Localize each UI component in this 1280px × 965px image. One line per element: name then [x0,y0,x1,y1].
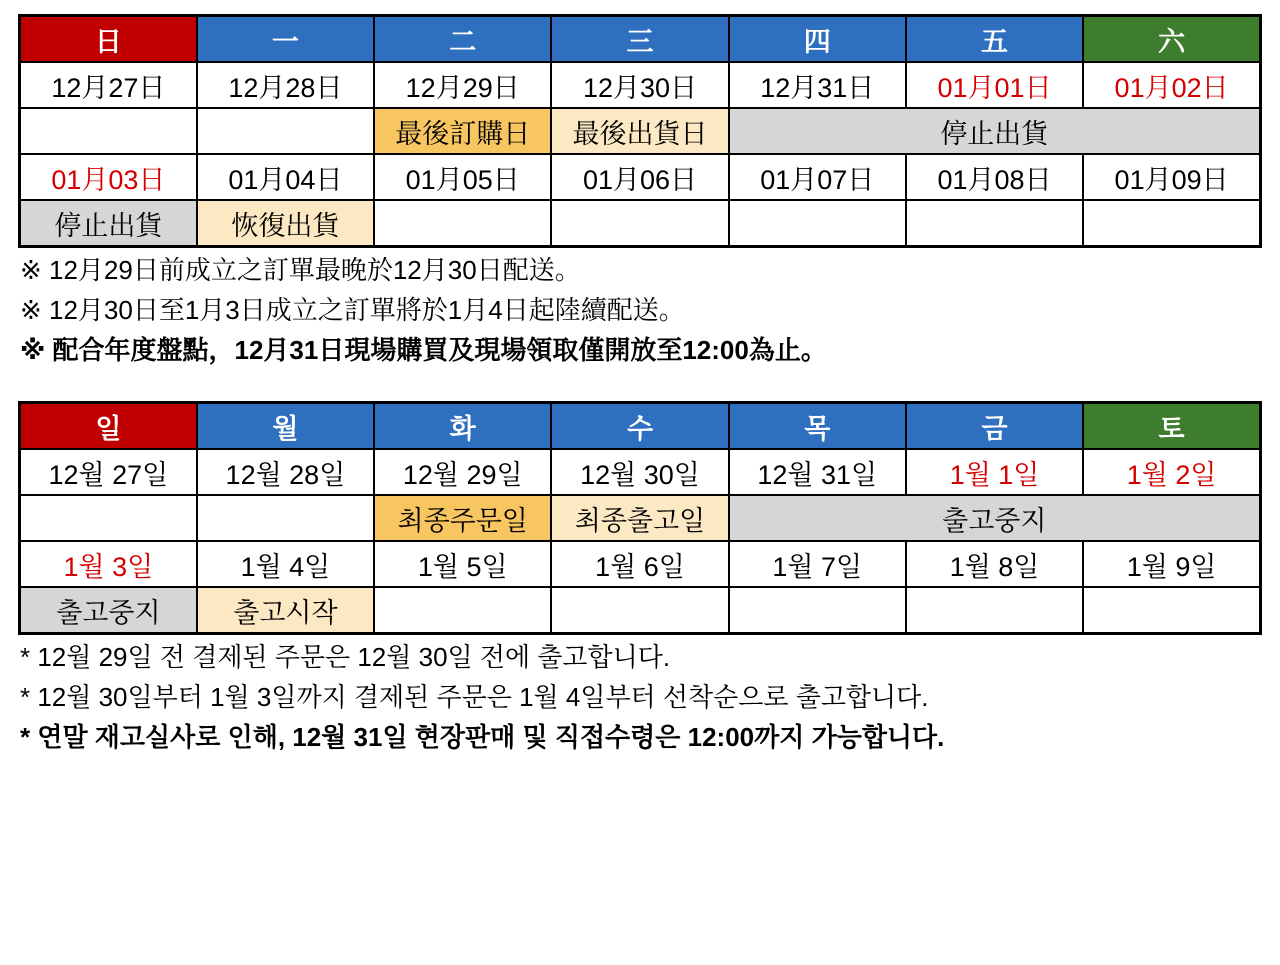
date-cell: 01月09日 [1083,154,1260,200]
date-cell: 1월 8일 [906,541,1083,587]
date-row-week1 [20,62,1261,108]
chinese-notes [20,254,1262,367]
chinese-calendar-table [18,14,1262,248]
korean-notes [20,641,1262,754]
date-cell-holiday: 1월 3일 [20,541,197,587]
event-cell-resume: 恢復出貨 [197,200,374,247]
note-line-emphasis: ※ 配合年度盤點，12月31日現場購買及現場領取僅開放至12:00為止。 [20,334,827,365]
weekday-header-cell: 日 [20,16,197,63]
event-cell [374,200,551,247]
date-cell-holiday: 01月01日 [906,62,1083,108]
date-cell: 12월 28일 [197,449,374,495]
event-cell [197,495,374,541]
event-cell [20,495,197,541]
event-cell [729,200,906,247]
date-cell: 01月07日 [729,154,906,200]
event-cell-last-order: 最後訂購日 [374,108,551,154]
date-cell: 12월 27일 [20,449,197,495]
date-cell-holiday: 01月02日 [1083,62,1260,108]
event-cell-resume: 출고시작 [197,587,374,634]
date-row-week2 [20,154,1261,200]
event-cell [1083,587,1260,634]
korean-calendar-block [18,401,1262,754]
date-cell-holiday: 1월 1일 [906,449,1083,495]
date-cell: 12月27日 [20,62,197,108]
date-cell: 01月06日 [551,154,728,200]
date-row-week1 [20,449,1261,495]
weekday-header-cell: 六 [1083,16,1260,63]
date-cell: 1월 7일 [729,541,906,587]
date-cell: 01月04日 [197,154,374,200]
date-cell: 1월 9일 [1083,541,1260,587]
date-cell: 01月08日 [906,154,1083,200]
event-cell [729,587,906,634]
date-cell-holiday: 01月03日 [20,154,197,200]
date-cell: 12月28日 [197,62,374,108]
chinese-calendar-block [18,14,1262,367]
date-cell-holiday: 1월 2일 [1083,449,1260,495]
note-line: * 12월 29일 전 결제된 주문은 12월 30일 전에 출고합니다. [20,642,671,673]
weekday-header-cell: 토 [1083,403,1260,450]
weekday-header-row [20,403,1261,450]
event-cell-last-ship: 최종출고일 [551,495,728,541]
event-cell [551,587,728,634]
date-cell: 1월 5일 [374,541,551,587]
event-cell [906,587,1083,634]
date-cell: 1월 6일 [551,541,728,587]
date-cell: 12月30日 [551,62,728,108]
event-row-week2 [20,200,1261,247]
weekday-header-cell: 二 [374,16,551,63]
event-cell-stopped: 출고중지 [20,587,197,634]
event-row-week1 [20,495,1261,541]
event-cell [374,587,551,634]
weekday-header-cell: 三 [551,16,728,63]
event-cell-stopped: 停止出貨 [729,108,1261,154]
event-row-week1 [20,108,1261,154]
date-cell: 12월 29일 [374,449,551,495]
date-cell: 12月31日 [729,62,906,108]
event-cell-last-order: 최종주문일 [374,495,551,541]
date-cell: 12月29日 [374,62,551,108]
note-line: ※ 12月29日前成立之訂單最晚於12月30日配送。 [20,255,581,285]
date-cell: 01月05日 [374,154,551,200]
weekday-header-cell: 금 [906,403,1083,450]
weekday-header-cell: 一 [197,16,374,63]
note-line-emphasis: * 연말 재고실사로 인해, 12월 31일 현장판매 및 직접수령은 12:00까지 가능합니다. [20,721,945,752]
event-cell-stopped: 停止出貨 [20,200,197,247]
section-spacer [18,373,1262,401]
event-row-week2 [20,587,1261,634]
note-line: ※ 12月30日至1月3日成立之訂單將於1月4日起陸續配送。 [20,294,685,325]
note-line: * 12월 30일부터 1월 3일까지 결제된 주문은 1월 4일부터 선착순으로 출고합니다. [20,682,929,713]
weekday-header-cell: 四 [729,16,906,63]
event-cell [197,108,374,154]
event-cell [1083,200,1260,247]
event-cell [906,200,1083,247]
event-cell [20,108,197,154]
event-cell [551,200,728,247]
weekday-header-cell: 수 [551,403,728,450]
date-row-week2 [20,541,1261,587]
weekday-header-cell: 목 [729,403,906,450]
weekday-header-row [20,16,1261,63]
date-cell: 12월 31일 [729,449,906,495]
weekday-header-cell: 월 [197,403,374,450]
date-cell: 12월 30일 [551,449,728,495]
date-cell: 1월 4일 [197,541,374,587]
event-cell-last-ship: 最後出貨日 [551,108,728,154]
korean-calendar-table [18,401,1262,635]
weekday-header-cell: 화 [374,403,551,450]
weekday-header-cell: 五 [906,16,1083,63]
event-cell-stopped: 출고중지 [729,495,1261,541]
weekday-header-cell: 일 [20,403,197,450]
